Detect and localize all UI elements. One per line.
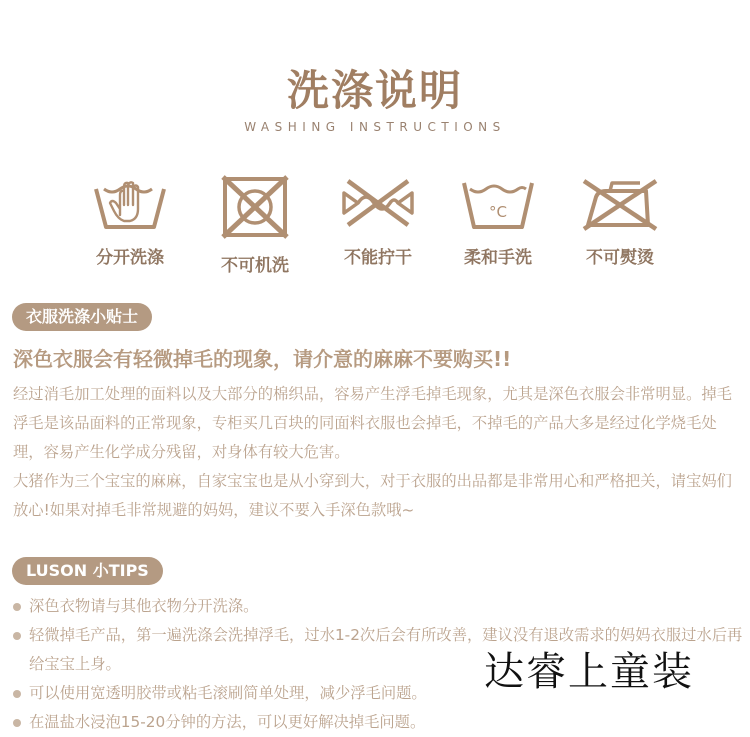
tip-text: 深色衣物请与其他衣物分开洗涤。 (29, 597, 259, 615)
bullet-dot (13, 719, 21, 727)
icon-label-separate: 分开洗涤 (96, 248, 164, 268)
gentle-hand-wash-icon (458, 175, 538, 231)
hand-wash-separate-icon (90, 175, 170, 231)
no-wring-icon (338, 175, 418, 231)
care-item-separate (70, 175, 190, 268)
care-icon-row (70, 175, 690, 275)
icon-label-no-machine: 不可机洗 (221, 256, 289, 276)
bullet-dot (13, 603, 21, 611)
tip-text: 轻微掉毛产品，第一遍洗涤会洗掉浮毛，过水1-2次后会有所改善，建议没有退改需求的妈妈衣服过水后再给宝宝上身。 (29, 626, 743, 673)
washing-tips-badge: 衣服洗涤小贴士 (12, 303, 152, 331)
brand-watermark: 达睿上童装 (484, 649, 694, 695)
bullet-dot (13, 632, 21, 640)
care-item-no-machine (195, 175, 315, 276)
no-machine-wash-icon (219, 175, 291, 239)
temperature-symbol: °C (489, 203, 507, 221)
luson-tips-badge: LUSON 小TIPS (12, 557, 163, 585)
icon-label-no-wring: 不能拧干 (344, 248, 412, 268)
icon-label-no-iron: 不可熨烫 (586, 248, 654, 268)
page-title: 洗涤说明 (286, 66, 463, 115)
warning-headline: 深色衣服会有轻微掉毛的现象，请介意的麻麻不要购买!! (13, 347, 512, 371)
icon-label-gentle: 柔和手洗 (464, 248, 532, 268)
tip-text: 在温盐水浸泡15-20分钟的方法，可以更好解决掉毛问题。 (29, 713, 426, 731)
care-item-gentle (438, 175, 558, 268)
explanation-paragraph: 经过消毛加工处理的面料以及大部分的棉织品，容易产生浮毛掉毛现象，尤其是深色衣服会非常明显。掉毛浮毛是该品面料的正常现象，专柜买几百块的同面料衣服也会掉毛，不掉毛的产品大多是经过化学烧毛处理，容易产生化学成分残留，对身体有较大危害。 (13, 385, 732, 461)
list-item (13, 708, 743, 737)
no-iron-icon (580, 175, 660, 231)
page-subtitle: WASHING INSTRUCTIONS (244, 120, 506, 134)
bullet-dot (13, 690, 21, 698)
tip-text: 可以使用宽透明胶带或粘毛滚刷简单处理，减少浮毛问题。 (29, 684, 427, 702)
brand-paragraph: 大猪作为三个宝宝的麻麻，自家宝宝也是从小穿到大，对于衣服的出品都是非常用心和严格把关，请宝妈们放心!如果对掉毛非常规避的妈妈，建议不要入手深色款哦~ (13, 472, 732, 519)
care-item-no-iron (560, 175, 680, 268)
care-item-no-wring (318, 175, 438, 268)
list-item (13, 592, 743, 621)
